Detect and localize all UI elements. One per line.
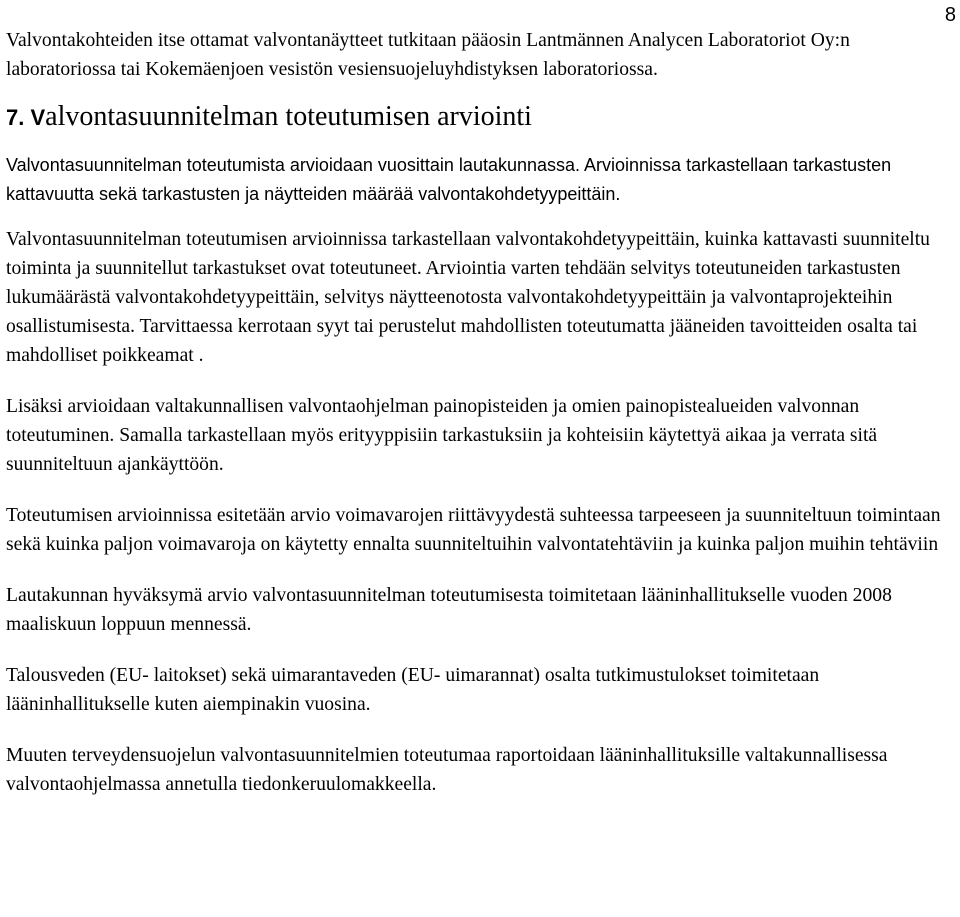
paragraph-resources: Toteutumisen arvioinnissa esitetään arvio voimavarojen riittävyydestä suhteessa tarpeeseen ja suunniteltuun toimintaan sekä kuinka paljon voimavaroja on käytetty ennalta suunniteltuihin valvontatehtäviin ja kuinka paljon muihin tehtäviin — [6, 505, 941, 555]
paragraph-approval: Lautakunnan hyväksymä arvio valvontasuunnitelman toteutumisesta toimitetaan lääninhallitukselle vuoden 2008 maaliskuun loppuun mennessä. — [6, 585, 892, 635]
paragraph-water-results: Talousveden (EU- laitokset) sekä uimarantaveden (EU- uimarannat) osalta tutkimustulokset toimitetaan lääninhallitukselle kuten aiempinakin vuosina. — [6, 665, 820, 715]
paragraph-reporting: Muuten terveydensuojelun valvontasuunnitelmien toteutumaa raportoidaan lääninhallituksille valtakunnallisessa valvontaohjelmassa annetulla tiedonkeruulomakkeella. — [6, 745, 888, 795]
document-body — [6, 26, 946, 799]
section-title: alvontasuunnitelman toteutumisen arviointi — [45, 101, 532, 132]
section-number: 7. V — [6, 105, 46, 130]
paragraph-priorities: Lisäksi arvioidaan valtakunnallisen valvontaohjelman painopisteiden ja omien painopistealueiden valvonnan toteutuminen. Samalla tarkastellaan myös erityyppisiin tarkastuksiin ja kohteisiin käytettyä aikaa ja verrata sitä suunniteltuun ajankäyttöön. — [6, 396, 878, 475]
paragraph-evaluation-details: Valvontasuunnitelman toteutumisen arvioinnissa tarkastellaan valvontakohdetyypeittäin, kuinka kattavasti suunniteltu toiminta ja suunnitellut tarkastukset ovat toteutuneet. Arviointia varten tehdään selvitys toteutuneiden tarkastusten lukumäärästä valvontakohdetyypeittäin, selvitys näytteenotosta valvontakohdetyypeittäin ja valvontaprojekteihin osallistumisesta. Tarvittaessa kerrotaan syyt tai perustelut mahdollisten toteutumatta jääneiden tavoitteiden osalta tai mahdolliset poikkeamat . — [6, 229, 930, 366]
section-heading — [6, 100, 946, 135]
paragraph-evaluation-summary: Valvontasuunnitelman toteutumista arvioidaan vuosittain lautakunnassa. Arvioinnissa tarkastellaan tarkastusten kattavuutta sekä tarkastusten ja näytteiden määrää valvontakohdetyypeittäin. — [6, 155, 892, 204]
page-number: 8 — [944, 4, 956, 26]
intro-paragraph: Valvontakohteiden itse ottamat valvontanäytteet tutkitaan pääosin Lantmännen Analycen Laboratoriot Oy:n laboratoriossa tai Kokemäenjoen vesistön vesiensuojeluyhdistyksen laboratoriossa. — [6, 30, 850, 80]
